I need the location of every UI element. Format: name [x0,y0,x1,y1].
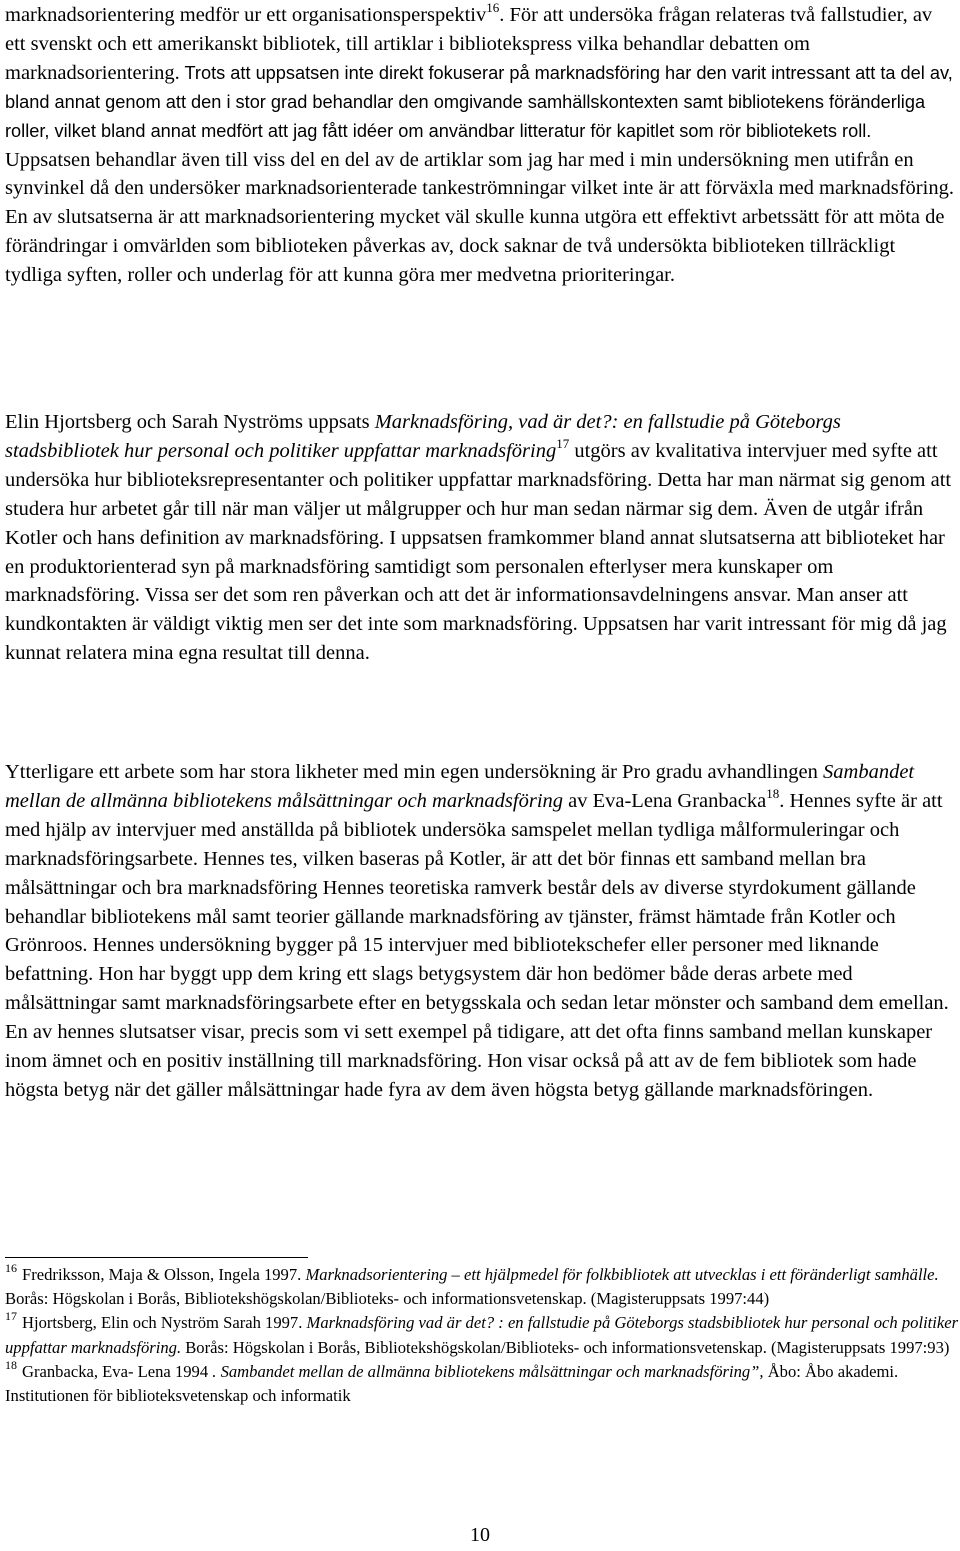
footnote-ref-18[interactable]: 18 [766,785,780,801]
paragraph-fallstudier [5,1,957,290]
page-number: 10 [470,1524,490,1546]
footnote-title: Marknadsföring vad är det? : en fallstudie på Göteborgs stadsbibliotek hur personal och politiker uppfattar marknadsföring. [5,1313,959,1357]
footnote-authors: Granbacka, Eva- Lena 1994 [22,1361,209,1381]
footnote-title: Marknadsorientering – ett hjälpmedel för folkbibliotek att utvecklas i ett föränderligt samhälle. [305,1265,939,1284]
footnote-number: 18 [5,1357,17,1372]
footnote-17 [5,1311,960,1359]
footnote-ref-17[interactable]: 17 [556,435,570,451]
paragraph-text: . Hennes syfte är att med hjälp av intervjuer med anställda på bibliotek undersöka samspelet mellan tydliga målformuleringar och marknadsföringsarbete. Hennes tes, vilken baseras på Kotler, är att det bör finnas ett samband mellan bra målsättningar och bra marknadsföring Hennes teoretiska ramverk består dels av diverse styrdokument gällande behandlar bibliotekens mål samt teorier gällande marknadsföring av tjänster, främst hämtade från Kotler och Grönroos. Hennes undersökning bygger på 15 intervjuer med bibliotekschefer eller personer med liknande befattning. Hon har byggt upp dem kring ett slags betygsystem där hon bedömer både deras arbete med målsättningar samt marknadsföringsarbete efter en betygsskala och sedan letar mönster och samband dem emellan. En av hennes slutsatser visar, precis som vi sett exempel på tidigare, att det ofta finns samband mellan kunskaper inom ämnet och en positiv inställning till marknadsföring. Hon visar också på att av de fem bibliotek som hade högsta betyg när det gäller målsättningar hade fyra av dem även högsta betyg gällande marknadsföringen. [5,789,949,1101]
paragraph-text: Elin Hjortsberg och Sarah Nyströms uppsats [5,411,375,433]
paragraph-text: av Eva-Lena Granbacka [563,789,767,812]
footnote-divider [5,1257,308,1258]
footnote-authors: Fredriksson, Maja & Olsson, Ingela 1997. [22,1265,306,1284]
footnote-16 [5,1263,960,1311]
paragraph-text: marknadsorientering medför ur ett organisationsperspektiv [5,4,487,26]
paragraph-hjortsberg [5,408,957,668]
footnote-ref-16[interactable]: 16 [486,0,500,15]
footnote-publisher: Borås: Högskolan i Borås, Bibliotekshögskolan/Biblioteks- och informationsvetenskap. (Magisteruppsats 1997:93) [181,1337,950,1357]
footnote-number: 16 [5,1261,17,1275]
paragraph-text: Uppsatsen behandlar även till viss del en del av de artiklar som jag har med i min undersökning men utifrån en synvinkel då den undersöker marknadsorienterade tankeströmningar vilket inte är att förväxla med marknadsföring. [5,148,954,200]
paragraph-granbacka [5,758,957,1105]
paragraph-text: Ytterligare ett arbete som har stora likheter med min egen undersökning är Pro gradu avhandlingen [5,761,824,783]
footnote-publisher: Åbo: Åbo akademi. Institutionen för biblioteksvetenskap och informatik [5,1361,899,1406]
work-title: Sambandet mellan de allmänna bibliotekens målsättningar och marknadsföring [5,761,915,812]
paragraph-text: En av slutsatserna är att marknadsorientering mycket väl skulle kunna utgöra ett effektivt arbetssätt för att möta de förändringar i omvärlden som biblioteken påverkas av, dock saknar de två undersökta biblioteken tillräckligt tydliga syften, roller och underlag för att kunna göra mer medvetna prioriteringar. [5,206,945,287]
paragraph-text: . För att undersöka frågan relateras två fallstudier, av ett svenskt och ett amerikanskt bibliotek, till artiklar i bibliotekspress vilka behandlar debatten om marknadsorientering. [5,4,933,84]
footnote-18 [5,1357,960,1408]
work-title: Marknadsföring, vad är det?: en fallstudie på Göteborgs stadsbibliotek hur personal och politiker uppfattar marknadsföring [5,411,841,462]
footnote-number: 17 [5,1309,17,1324]
paragraph-text: utgörs av kvalitativa intervjuer med syfte att undersöka hur biblioteksrepresentanter och politiker uppfattar marknadsföring. Detta har man närmat sig genom att studera hur arbetet går till när man väljer ut målgrupper och hur man sedan närmar sig dem. Även de utgår ifrån Kotler och hans definition av marknadsföring. I uppsatsen framkommer bland annat slutsatserna att biblioteket har en produktorienterad syn på marknadsföring samtidigt som personalen efterlyser mera kunskaper om marknadsföring. Vissa ser det som ren påverkan och att det är informationsavdelningens ansvar. Man anser att kundkontakten är väldigt viktig men ser det inte som marknadsföring. Uppsatsen har varit intressant för mig då jag kunnat relatera mina egna resultat till denna. [5,439,952,665]
paragraph-text-sans: Trots att uppsatsen inte direkt fokuserar på marknadsföring har den varit intressant att ta del av, bland annat genom att den i stor grad behandlar den omgivande samhällskontexten samt bibliotekens föränderliga roller, vilket bland annat medfört att jag fått idéer om användbar litteratur för kapitlet som rör bibliotekets roll. [5,62,953,141]
footnote-authors: Hjortsberg, Elin och Nyström Sarah 1997. [22,1313,307,1333]
footnote-title: . Sambandet mellan de allmänna bibliotekens målsättningar och marknadsföring”, [208,1361,764,1381]
footnote-publisher: Borås: Högskolan i Borås, Bibliotekshögskolan/Biblioteks- och informationsvetenskap. (Magisteruppsats 1997:44) [5,1289,770,1309]
footnotes [5,1263,960,1408]
